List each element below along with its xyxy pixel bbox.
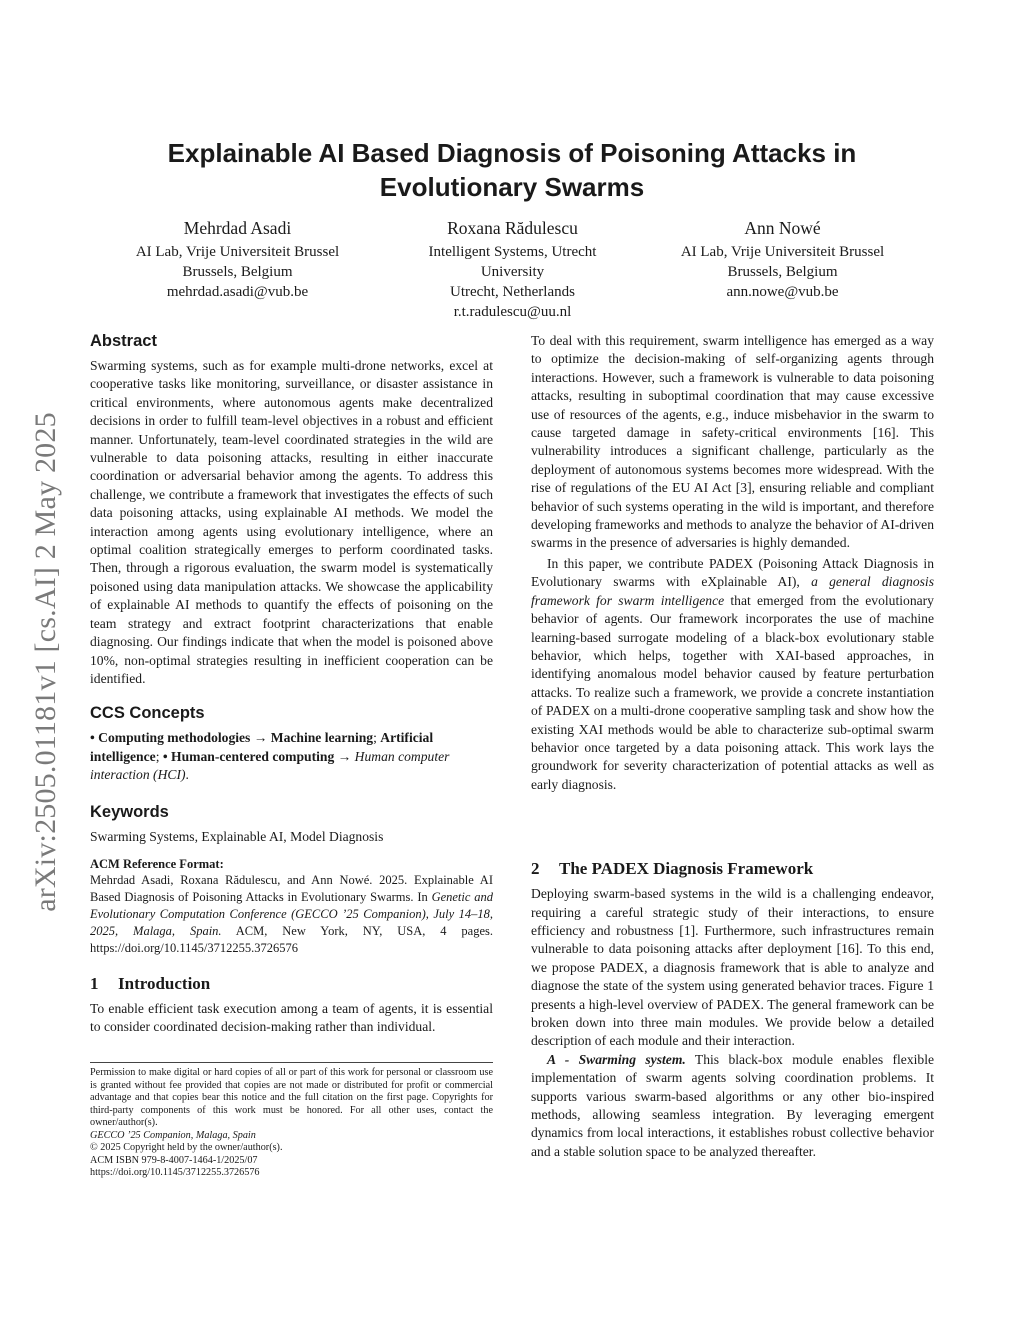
acm-reference xyxy=(90,856,493,957)
author-email: ann.nowe@vub.be xyxy=(726,284,839,300)
framework-paragraph: Deploying swarm-based systems in the wild is a challenging endeavor, requiring a careful strategic study of their interactions, to ensure efficiency and robustness [1]. Furthermore, such infrastructures remain vulnerable to data poisoning attacks after deployment [16]. To this end, we propose PADEX, a diagnosis framework that is able to analyze and diagnose the state of the system using generated behavior traces. Figure 1 presents a high-level overview of PADEX. The general framework can be broken down into three main modules. We provide below a detailed description of each module and their interaction. xyxy=(531,886,934,1049)
author-block xyxy=(105,216,370,302)
footnote-copyright: © 2025 Copyright held by the owner/author(s). xyxy=(90,1142,283,1153)
paper-title: Explainable AI Based Diagnosis of Poisoning Attacks in Evolutionary Swarms xyxy=(167,138,857,202)
footnote-venue: GECCO ’25 Companion, Malaga, Spain xyxy=(90,1129,256,1141)
section-title: Introduction xyxy=(118,973,211,993)
acm-reference-authors: Mehrdad Asadi, Roxana Rădulescu, and Ann Nowé. 2025. Explainable AI Based Diagnosis of Poisoning Attacks in Evolutionary Swarms. In xyxy=(90,872,493,904)
section-2-heading xyxy=(531,858,934,880)
abstract-text: Swarming systems, such as for example multi-drone networks, excel at cooperative tasks like monitoring, surveillance, or disaster assistance in critical environments, where autonomous agents make decentralized decisions in order to fulfill team-level objectives in a robust and efficient manner. Unfortunately, team-level coordinated strategies in the wild are vulnerable to data poisoning attacks, resulting in either inaccurate coordination or adversarial behavior among the agents. To address this challenge, we contribute a framework that investigates the effects of such data poisoning attacks, using explainable AI methods. We model the interaction among agents using evolutionary intelligence, where an optimal coalition strategically emerges to perform coordinated tasks. Then, through a rigorous evaluation, the swarm model is systematically poisoned using data manipulation attacks. We showcase the applicability of explainable AI methods to quantify the effects of poisoning on the team strategy and extract footprint characterizations that enable diagnosing. Our findings indicate that when the model is poisoned above 10%, non-optimal strategies resulting in inefficient cooperation can be identified. xyxy=(90,358,493,686)
author-block xyxy=(650,216,915,302)
ccs-heading: CCS Concepts xyxy=(90,704,205,723)
ccs-concepts xyxy=(90,729,493,784)
arxiv-identifier: arXiv:2505.01181v1 [cs.AI] 2 May 2025 xyxy=(29,412,62,912)
author-affiliation-cont: University xyxy=(480,264,545,280)
acm-reference-venue: Genetic and Evolutionary Computation Conference (GECCO ’25 Companion), July 14–18, 2025, Malaga, Spain. xyxy=(90,889,493,938)
footnote-divider xyxy=(90,1062,493,1063)
abstract-heading: Abstract xyxy=(90,332,157,350)
author-name: Mehrdad Asadi xyxy=(183,218,292,238)
ccs-term: Artificial intelligence xyxy=(90,730,434,764)
intro-paragraph xyxy=(531,555,934,794)
ccs-separator: ; xyxy=(373,730,381,746)
footnote-isbn: ACM ISBN 979-8-4007-1464-1/2025/07 xyxy=(90,1154,258,1166)
swarming-system-paragraph xyxy=(531,1051,934,1161)
intro-paragraph: To deal with this requirement, swarm intelligence has emerged as a way to optimize the decision-making of self-organizing agents through interactions. However, such a framework is vulnerable to data poisoning attacks, resulting in suboptimal coordination that may cause excessive use of resources of the agents, e.g., induce misbehavior in the swarm to cause targeted damage in safety-critical environments [16]. This vulnerability introduces a significant challenge, particularly as the deployment of autonomous systems becomes more widespread. With the rise of regulations of the EU AI Act [3], ensuring reliable and compliant behavior of such systems operating in the wild is important, and therefore developing frameworks and methods to analyze the behavior of AI-driven swarms in the presence of adversaries is highly demanded. xyxy=(531,333,934,551)
acm-reference-text xyxy=(90,872,493,957)
author-email: mehrdad.asadi@vub.be xyxy=(166,284,309,300)
contribution-text: In this paper, we contribute PADEX (Poisoning Attack Diagnosis in Evolutionary swarms with eXplainable AI), xyxy=(531,555,934,590)
ccs-arrow: → xyxy=(250,730,271,746)
ccs-end: . xyxy=(185,767,189,783)
section-number: 2 xyxy=(531,859,540,879)
permission-footnote xyxy=(90,1062,493,1180)
contribution-text-cont: that emerged from the evolutionary behavior of agents. Our framework incorporates the use of machine learning-based surrogate modeling of a black-box evolutionary stable behavior, which helps, together with XAI-based approaches, in identifying anomalous model behavior caused by feature perturbation attacks. To realize such a framework, we provide a concrete instantiation of PADEX on a multi-drone cooperative sampling task and show how the existing XAI methods would be able to characterize sub-optimal swarm behavior once targeted by a data poisoning attack. This work lays the groundwork for severity characterization of potential attacks as well as early diagnosis. xyxy=(531,592,934,792)
section-1-heading xyxy=(90,973,493,995)
author-affiliation: Intelligent Systems, Utrecht xyxy=(428,244,597,260)
author-location: Utrecht, Netherlands xyxy=(450,284,575,300)
keywords-heading: Keywords xyxy=(90,802,169,821)
footnote-doi: https://doi.org/10.1145/3712255.3726576 xyxy=(90,1167,260,1178)
author-email: r.t.radulescu@uu.nl xyxy=(453,304,572,320)
arxiv-side-stamp xyxy=(24,362,68,962)
ccs-term: • Human-centered computing xyxy=(162,748,335,764)
author-affiliation: AI Lab, Vrije Universiteit Brussel xyxy=(680,244,885,260)
author-name: Roxana Rădulescu xyxy=(447,218,578,238)
acm-reference-heading: ACM Reference Format: xyxy=(90,856,224,871)
paragraph-heading: A - Swarming system. xyxy=(547,1051,686,1067)
acm-reference-doi: ACM, New York, NY, USA, 4 pages. https://doi.org/10.1145/3712255.3726576 xyxy=(90,923,494,955)
keywords-text: Swarming Systems, Explainable AI, Model Diagnosis xyxy=(90,828,384,844)
contribution-emphasis: a general diagnosis framework for swarm intelligence xyxy=(531,574,934,608)
ccs-term: Machine learning xyxy=(270,730,374,746)
author-location: Brussels, Belgium xyxy=(727,264,838,280)
ccs-separator: ; xyxy=(155,748,163,764)
author-location: Brussels, Belgium xyxy=(182,264,293,280)
right-column xyxy=(531,332,934,1161)
author-name: Ann Nowé xyxy=(744,218,821,238)
ccs-arrow: → xyxy=(334,748,355,764)
paragraph-text: This black-box module enables flexible implementation of swarm agents solving coordination problems. It supports various swarm-based algorithms or any other bio-inspired methods, allowing seamless integration. By leveraging emergent dynamics from local interactions, it establishes robust collective behavior and a stable solution space to be analyzed thereafter. xyxy=(531,1051,935,1159)
intro-text: To enable efficient task execution among a team of agents, it is essential to consider coordinated decision-making rather than individual. xyxy=(90,1000,493,1035)
author-block xyxy=(380,216,645,322)
permission-text: Permission to make digital or hard copies of all or part of this work for personal or classroom use is granted without fee provided that copies are not made or distributed for profit or commercial advantage and that copies bear this notice and the full citation on the first page. Copyrights for third-party components of this work must be honored. For all other uses, contact the owner/author(s). xyxy=(90,1067,493,1128)
author-affiliation: AI Lab, Vrije Universiteit Brussel xyxy=(135,244,340,260)
ccs-term: Human computer interaction (HCI) xyxy=(90,748,450,783)
left-column xyxy=(90,330,493,1037)
ccs-term: • Computing methodologies xyxy=(90,730,251,746)
section-title: The PADEX Diagnosis Framework xyxy=(559,859,814,879)
section-number: 1 xyxy=(90,973,99,993)
